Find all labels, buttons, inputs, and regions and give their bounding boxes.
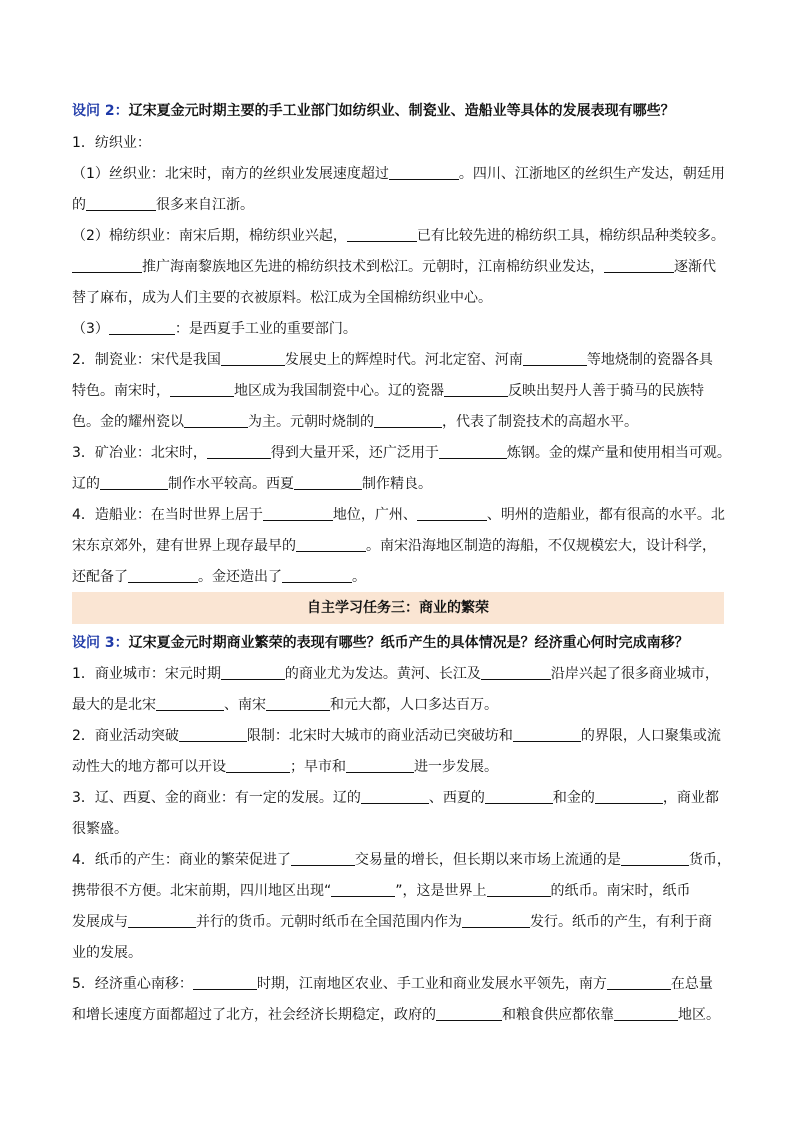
porcelain-line-1 [72,351,713,369]
text-segment: 发行。纸币的产生，有利于商 [530,914,712,930]
text-segment: 限制：北宋时大城市的商业活动已突破坊和 [246,728,513,744]
text-segment: ”，这是世界上 [395,883,487,899]
shipbuilding-line-1 [72,506,725,524]
shift-line-2 [72,1006,720,1024]
text-segment: 3．辽、西夏、金的商业：有一定的发展。辽的 [72,790,361,806]
fill-blank[interactable] [291,851,355,866]
fill-blank[interactable] [128,913,196,928]
question-3 [72,634,689,652]
text-segment: 和增长速度方面都超过了北方，社会经济长期稳定，政府的 [72,1007,436,1023]
text-segment: 、南宋 [224,697,266,713]
fill-blank[interactable] [128,568,198,583]
fill-blank[interactable] [170,382,234,397]
fill-blank[interactable] [361,789,429,804]
fill-blank[interactable] [109,320,175,335]
text-segment: 、西夏的 [428,790,485,806]
text-segment: 的纸币。南宋时，纸币 [550,883,691,899]
silk-line-2 [72,196,254,214]
fill-blank[interactable] [263,506,333,521]
fill-blank[interactable] [86,196,156,211]
text-segment: 交易量的增长，但长期以来市场上流通的是 [354,852,621,868]
fill-blank[interactable] [481,665,551,680]
question-2-text: 辽宋夏金元时期主要的手工业部门如纺织业、制瓷业、造船业等具体的发展表现有哪些？ [128,103,675,119]
text-segment: 携带很不方便。北宋前期，四川地区出现“ [72,883,332,899]
fill-blank[interactable] [604,258,674,273]
cotton-line-1 [72,227,725,245]
text-segment: ；早市和 [290,759,346,775]
text-segment: 发展成与 [72,914,128,930]
text-segment: 宋东京郊外，建有世界上现存最早的 [72,538,296,554]
text-segment: 的 [72,197,86,213]
liao-commerce-line-1 [72,789,719,807]
section-3-banner [72,592,724,624]
fill-blank[interactable] [389,165,459,180]
porcelain-line-2 [72,382,704,400]
text-segment: 等地烧制的瓷器各具 [586,352,713,368]
fill-blank[interactable] [346,758,414,773]
fill-blank[interactable] [331,882,395,897]
textile-heading: 1．纺织业： [72,135,151,151]
text-segment: 。四川、江浙地区的丝织生产发达，朝廷用 [458,166,725,182]
fill-blank[interactable] [444,382,508,397]
silk-line-1 [72,165,725,183]
text-segment: 时期，江南地区农业、手工业和商业发展水平领先，南方 [256,976,607,992]
text-segment: 制作水平较高。西夏 [168,476,294,492]
text-segment: 进一步发展。 [414,759,498,775]
text-segment: 、明州的造船业，都有很高的水平。北 [486,507,725,523]
text-segment: ，代表了制瓷技术的高超水平。 [442,414,638,430]
text-segment: 货币， [688,852,731,868]
text-segment: 地位，广州、 [332,507,417,523]
text-segment: 的商业尤为发达。黄河、长江及 [284,666,481,682]
fill-blank[interactable] [156,696,224,711]
fill-blank[interactable] [485,789,553,804]
paper-money-line-4: 业的发展。 [72,945,142,961]
text-segment: 色。金的耀州瓷以 [72,414,184,430]
section-3-title: 自主学习任务三：商业的繁荣 [307,600,489,616]
text-segment: 和粮食供应都依靠 [502,1007,614,1023]
question-2-label: 设问 2： [72,103,129,119]
shift-line-1 [72,975,713,993]
text-segment: 。南宋沿海地区制造的海船，不仅规模宏大，设计科学， [366,538,716,554]
paper-money-line-3 [72,913,712,931]
text-segment: 3．矿冶业：北宋时， [72,445,207,461]
fill-blank[interactable] [184,413,248,428]
fill-blank[interactable] [207,444,271,459]
fill-blank[interactable] [72,258,142,273]
activity-line-2 [72,758,498,776]
fill-blank[interactable] [296,537,366,552]
fill-blank[interactable] [439,444,507,459]
text-segment: 炼钢。金的煤产量和使用相当可观。 [506,445,731,461]
text-segment: 最大的是北宋 [72,697,156,713]
cotton-line-3: 替了麻布，成为人们主要的衣被原料。松江成为全国棉纺织业中心。 [72,290,492,306]
fill-blank[interactable] [513,727,581,742]
cities-line-1 [72,665,719,683]
question-3-text: 辽宋夏金元时期商业繁荣的表现有哪些？纸币产生的具体情况是？经济重心何时完成南移？ [128,635,689,651]
text-segment: 地区。 [678,1007,720,1023]
text-segment: 辽的 [72,476,100,492]
paper-money-line-2 [72,882,691,900]
text-segment: 逐渐代 [674,259,716,275]
text-segment: （2）棉纺织业：南宋后期，棉纺织业兴起， [72,228,347,244]
text-segment: 推广海南黎族地区先进的棉纺织技术到松江。元朝时，江南棉纺织业发达， [142,259,604,275]
fill-blank[interactable] [607,975,671,990]
fill-blank[interactable] [374,413,442,428]
question-3-label: 设问 3： [72,635,129,651]
text-segment: （3） [72,321,109,337]
text-segment: 还配备了 [72,569,128,585]
text-segment: 为主。元朝时烧制的 [248,414,374,430]
fill-blank[interactable] [523,351,587,366]
fill-blank[interactable] [266,696,330,711]
fill-blank[interactable] [294,475,362,490]
fill-blank[interactable] [487,882,551,897]
fill-blank[interactable] [462,913,530,928]
text-segment: 。 [352,569,366,585]
textile-item-3 [72,320,357,338]
paper-money-line-1 [72,851,731,869]
cities-line-2 [72,696,498,714]
liao-commerce-line-2: 很繁盛。 [72,821,128,837]
text-segment: 在总量 [670,976,713,992]
fill-blank[interactable] [621,851,689,866]
fill-blank[interactable] [100,475,168,490]
fill-blank[interactable] [614,1006,678,1021]
porcelain-line-3 [72,413,638,431]
text-segment: （1）丝织业：北宋时，南方的丝织业发展速度超过 [72,166,389,182]
text-segment: 动性大的地方都可以开设 [72,759,226,775]
fill-blank[interactable] [282,568,352,583]
shipbuilding-line-2 [72,537,716,555]
fill-blank[interactable] [436,1006,502,1021]
activity-line-1 [72,727,721,745]
fill-blank[interactable] [221,665,285,680]
text-segment: 发展史上的辉煌时代。河北定窑、河南 [284,352,523,368]
fill-blank[interactable] [226,758,290,773]
text-segment: 4．造船业：在当时世界上居于 [72,507,263,523]
cotton-line-2 [72,258,716,276]
text-segment: 并行的货币。元朝时纸币在全国范围内作为 [196,914,462,930]
text-segment: 5．经济重心南移： [72,976,193,992]
question-2 [72,102,675,120]
fill-blank[interactable] [347,227,417,242]
text-segment: 很多来自江浙。 [156,197,254,213]
text-segment: 沿岸兴起了很多商业城市， [550,666,719,682]
text-segment: ：是西夏手工业的重要部门。 [174,321,357,337]
fill-blank[interactable] [417,506,487,521]
text-segment: 已有比较先进的棉纺织工具，棉纺织品种类较多。 [416,228,725,244]
text-segment: ，商业都 [662,790,719,806]
fill-blank[interactable] [595,789,663,804]
fill-blank[interactable] [179,727,247,742]
text-segment: 1．商业城市：宋元时期 [72,666,221,682]
shipbuilding-line-3 [72,568,366,586]
mining-line-2 [72,475,432,493]
text-segment: 特色。南宋时， [72,383,170,399]
text-segment: 4．纸币的产生：商业的繁荣促进了 [72,852,291,868]
text-segment: 和金的 [552,790,595,806]
text-segment: 。金还造出了 [198,569,282,585]
text-segment: 地区成为我国制瓷中心。辽的瓷器 [234,383,444,399]
text-segment: 的界限，人口聚集或流 [580,728,721,744]
mining-line-1 [72,444,731,462]
text-segment: 和元大都，人口多达百万。 [330,697,498,713]
text-segment: 2．制瓷业：宋代是我国 [72,352,221,368]
fill-blank[interactable] [193,975,257,990]
fill-blank[interactable] [221,351,285,366]
text-segment: 得到大量开采，还广泛用于 [270,445,439,461]
text-segment: 反映出契丹人善于骑马的民族特 [508,383,704,399]
text-segment: 制作精良。 [362,476,432,492]
text-segment: 2．商业活动突破 [72,728,179,744]
